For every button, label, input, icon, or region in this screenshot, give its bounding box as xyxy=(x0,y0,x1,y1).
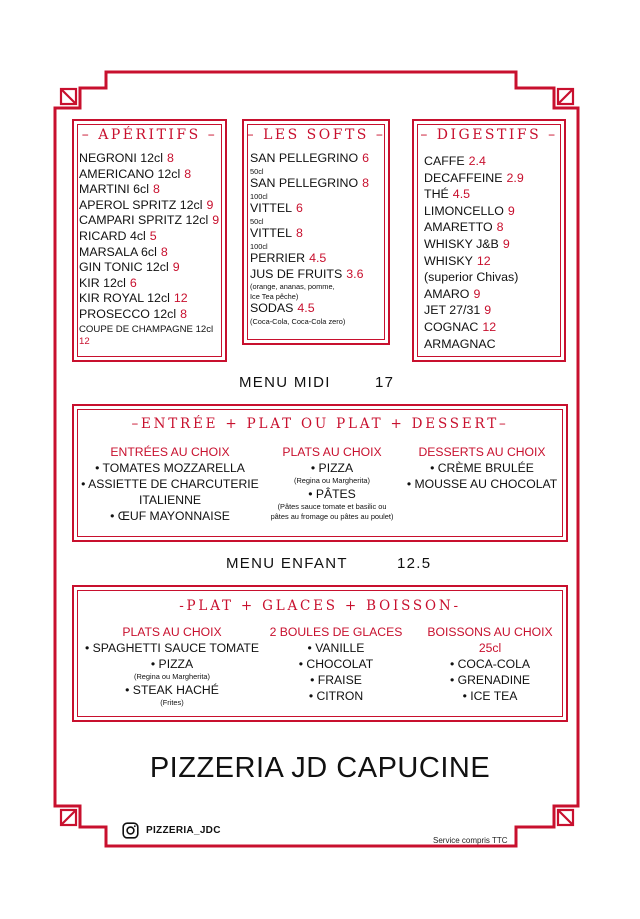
list-item: • SPAGHETTI SAUCE TOMATE xyxy=(84,641,259,655)
menu-midi-label: MENU MIDI xyxy=(239,374,331,391)
menu-enfant-glaces xyxy=(266,624,406,704)
list-item: SAN PELLEGRINO 8 xyxy=(250,176,370,190)
glaces-heading: 2 BOULES DE GLACES xyxy=(269,625,403,639)
list-item: KIR ROYAL 12cl 12 xyxy=(79,291,188,306)
list-item: • VANILLE xyxy=(307,641,365,655)
list-item: VITTEL 6 xyxy=(250,201,303,215)
list-item: • STEAK HACHÉ xyxy=(125,683,219,697)
list-item: GIN TONIC 12cl 9 xyxy=(79,260,180,275)
list-item: JUS DE FRUITS 3.6 xyxy=(250,266,364,281)
list-item-note: 100cl xyxy=(250,191,268,201)
digestifs-title: – DIGESTIFS – xyxy=(420,127,558,143)
list-item: ARMAGNAC xyxy=(424,336,496,351)
list-item-note: (Pâtes sauce tomate et basilic ou xyxy=(277,502,387,511)
list-item: CAMPARI SPRITZ 12cl 9 xyxy=(79,213,220,228)
list-item: AMERICANO 12cl 8 xyxy=(79,166,192,181)
digestifs-list xyxy=(424,153,562,352)
list-item: • ICE TEA xyxy=(462,689,518,703)
list-item-note: 50cl xyxy=(250,216,264,226)
list-item: • CHOCOLAT xyxy=(298,657,374,671)
menu-enfant-section xyxy=(72,585,568,722)
menu-midi-plats xyxy=(262,444,402,522)
entrees-heading: ENTRÉES AU CHOIX xyxy=(110,445,230,459)
plats-heading: PLATS AU CHOIX xyxy=(282,445,382,459)
list-item-note: 50cl xyxy=(250,166,264,176)
list-item: WHISKY 12 xyxy=(424,253,491,268)
list-item: • TOMATES MOZZARELLA xyxy=(95,461,245,475)
softs-section xyxy=(242,119,390,345)
list-item: WHISKY J&B 9 xyxy=(424,236,510,251)
aperitifs-title: – APÉRITIFS – xyxy=(81,127,218,143)
instagram-handle: PIZZERIA_JDC xyxy=(146,825,221,836)
list-item: PERRIER 4.5 xyxy=(250,251,327,265)
menu-enfant-price: 12.5 xyxy=(397,555,432,572)
list-item: • ASSIETTE DE CHARCUTERIE xyxy=(81,477,259,491)
list-item: • ŒUF MAYONNAISE xyxy=(110,509,230,523)
list-item: • CRÈME BRULÉE xyxy=(430,461,534,475)
list-item: • COCA-COLA xyxy=(449,657,531,671)
menu-midi-desserts xyxy=(402,444,562,492)
list-item: • FRAISE xyxy=(310,673,362,687)
softs-list xyxy=(250,151,386,326)
list-item-note: (Regina ou Margherita) xyxy=(134,672,210,681)
instagram-icon xyxy=(122,822,139,839)
list-item: AMARETTO 8 xyxy=(424,220,504,235)
list-item: KIR 12cl 6 xyxy=(79,275,137,290)
menu-enfant-boissons xyxy=(416,624,564,704)
list-item: MARSALA 6cl 8 xyxy=(79,244,168,259)
brand-title: PIZZERIA JD CAPUCINE xyxy=(149,752,491,784)
list-item: • CITRON xyxy=(308,689,364,703)
service-note: Service compris TTC xyxy=(433,836,508,845)
list-item: COGNAC 12 xyxy=(424,319,497,334)
list-item: MARTINI 6cl 8 xyxy=(79,182,160,197)
list-item-note: 100cl xyxy=(250,241,268,251)
list-item: • MOUSSE AU CHOCOLAT xyxy=(406,477,558,491)
menu-enfant-band-title: -PLAT + GLACES + BOISSON- xyxy=(179,598,461,614)
plats-heading: PLATS AU CHOIX xyxy=(122,625,222,639)
list-item: PROSECCO 12cl 8 xyxy=(79,306,187,321)
list-item-note: (Frites) xyxy=(160,698,184,707)
list-item: RICARD 4cl 5 xyxy=(79,228,157,243)
list-item: CAFFE 2.4 xyxy=(424,154,486,168)
list-item-note: (Coca-Cola, Coca-Cola zero) xyxy=(250,316,346,326)
list-item: • GRENADINE xyxy=(449,673,531,687)
menu-midi-band-title: –ENTRÉE + PLAT OU PLAT + DESSERT– xyxy=(131,416,509,432)
list-item: SODAS 4.5 xyxy=(250,301,315,315)
softs-title: – LES SOFTS – xyxy=(246,127,386,143)
aperitifs-section xyxy=(72,119,227,362)
list-item: APEROL SPRITZ 12cl 9 xyxy=(79,197,214,212)
menu-enfant-label: MENU ENFANT xyxy=(226,555,348,572)
list-item: AMARO 9 xyxy=(424,286,481,301)
digestifs-section xyxy=(412,119,566,362)
list-item-note: Ice Tea pêche) xyxy=(250,291,299,301)
list-item-champagne: COUPE DE CHAMPAGNE 12cl xyxy=(79,323,214,335)
list-item-note: (orange, ananas, pomme, xyxy=(250,282,335,292)
menu-midi-section xyxy=(72,404,568,542)
champagne-price: 12 xyxy=(79,335,90,347)
menu-midi-price: 17 xyxy=(375,374,395,391)
list-item: • PIZZA xyxy=(310,461,354,475)
menu-midi-entrees xyxy=(74,444,266,524)
boissons-heading: BOISSONS AU CHOIX xyxy=(427,625,553,639)
instagram-link[interactable] xyxy=(122,822,221,839)
list-item: • PÂTES xyxy=(308,487,356,501)
list-item: ITALIENNE xyxy=(138,493,202,507)
list-item: LIMONCELLO 9 xyxy=(424,203,515,218)
list-item-note: (Regina ou Margherita) xyxy=(294,476,370,485)
menu-enfant-plats xyxy=(74,624,270,708)
list-item: SAN PELLEGRINO 6 xyxy=(250,151,370,165)
aperitifs-list xyxy=(79,151,223,348)
list-item-note: pâtes au fromage ou pâtes au poulet) xyxy=(270,512,394,521)
list-item: JET 27/31 9 xyxy=(424,303,492,318)
list-item: THÉ 4.5 xyxy=(424,187,471,202)
list-item: (superior Chivas) xyxy=(424,270,519,285)
desserts-heading: DESSERTS AU CHOIX xyxy=(418,445,546,459)
list-item: VITTEL 8 xyxy=(250,226,303,240)
list-item: NEGRONI 12cl 8 xyxy=(79,151,174,165)
boissons-size: 25cl xyxy=(478,641,502,655)
list-item: • PIZZA xyxy=(150,657,194,671)
list-item: DECAFFEINE 2.9 xyxy=(424,170,524,185)
